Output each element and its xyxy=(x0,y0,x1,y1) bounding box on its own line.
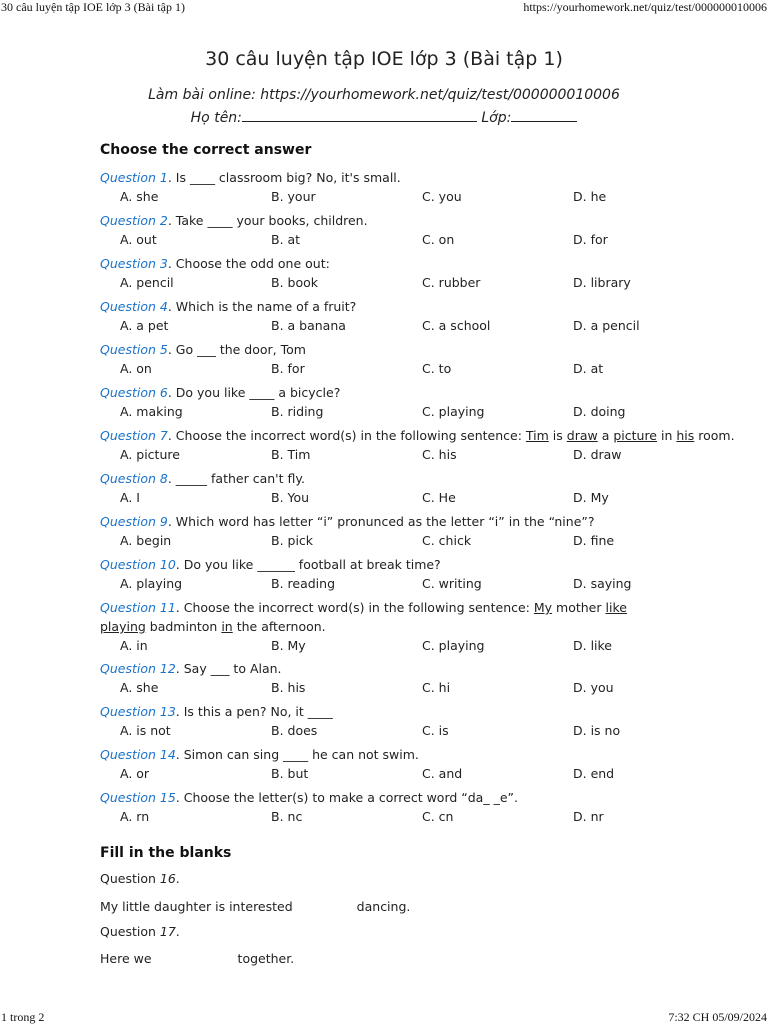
print-datetime: 7:32 CH 05/09/2024 xyxy=(668,1010,767,1024)
question-item xyxy=(100,469,720,507)
option-c: C. on xyxy=(422,232,455,247)
underlined-word: playing xyxy=(100,619,146,634)
fill-number: 16 xyxy=(159,871,176,886)
option-d: D. fine xyxy=(573,533,615,548)
fill-section-heading: Fill in the blanks xyxy=(100,845,232,861)
option-c: C. to xyxy=(422,361,452,376)
question-label: Question 11 xyxy=(100,600,176,615)
question-item xyxy=(100,168,720,206)
option-a: A. playing xyxy=(120,576,183,591)
question-item xyxy=(100,598,655,655)
question-text: . Simon can sing ____ he can not swim. xyxy=(175,747,419,762)
option-a: A. is not xyxy=(120,723,171,738)
question-item xyxy=(100,659,720,697)
fill-question-label xyxy=(100,869,180,888)
option-d: D. like xyxy=(573,638,613,653)
question-text: . Go ___ the door, Tom xyxy=(167,342,306,357)
option-b: B. for xyxy=(271,361,305,376)
online-label: Làm bài online: xyxy=(148,87,261,103)
option-b: B. My xyxy=(271,638,306,653)
option-d: D. draw xyxy=(573,447,622,462)
question-text: . Is this a pen? No, it ____ xyxy=(175,704,333,719)
fill-sentence xyxy=(100,949,294,968)
question-text: badminton xyxy=(145,619,222,634)
option-a: A. rn xyxy=(120,809,150,824)
question-text: . Choose the incorrect word(s) in the following sentence: xyxy=(167,428,526,443)
option-b: B. does xyxy=(271,723,318,738)
underlined-word: in xyxy=(221,619,233,634)
option-d: D. is no xyxy=(573,723,621,738)
option-a: A. making xyxy=(120,404,183,419)
question-label: Question 2 xyxy=(100,213,168,228)
option-a: A. out xyxy=(120,232,157,247)
option-c: C. hi xyxy=(422,680,451,695)
option-c: C. chick xyxy=(422,533,472,548)
option-c: C. and xyxy=(422,766,463,781)
question-text: the afternoon. xyxy=(232,619,326,634)
option-a: A. begin xyxy=(120,533,172,548)
option-a: A. pencil xyxy=(120,275,174,290)
option-a: A. picture xyxy=(120,447,180,462)
option-b: B. You xyxy=(271,490,310,505)
question-text: . Choose the incorrect word(s) in the following sentence: xyxy=(175,600,534,615)
option-c: C. writing xyxy=(422,576,482,591)
option-c: C. a school xyxy=(422,318,491,333)
online-info xyxy=(0,85,768,105)
question-label: Question 12 xyxy=(100,661,176,676)
option-d: D. he xyxy=(573,189,607,204)
question-text: . Say ___ to Alan. xyxy=(175,661,282,676)
page-count: 1 trong 2 xyxy=(1,1010,45,1024)
print-footer xyxy=(0,1010,768,1024)
option-b: B. Tim xyxy=(271,447,311,462)
question-text: in xyxy=(657,428,677,443)
student-info xyxy=(0,107,768,128)
question-text: is xyxy=(548,428,567,443)
option-b: B. a banana xyxy=(271,318,346,333)
option-d: D. at xyxy=(573,361,604,376)
name-blank xyxy=(242,107,477,122)
question-item xyxy=(100,426,735,464)
option-c: C. rubber xyxy=(422,275,481,290)
underlined-word: My xyxy=(533,600,553,615)
option-a: A. a pet xyxy=(120,318,169,333)
fill-label-prefix: Question xyxy=(100,871,160,886)
mcq-section-heading: Choose the correct answer xyxy=(100,142,312,158)
option-c: C. playing xyxy=(422,404,485,419)
option-c: C. his xyxy=(422,447,457,462)
option-d: D. saying xyxy=(573,576,632,591)
option-c: C. is xyxy=(422,723,449,738)
print-header xyxy=(0,0,768,15)
option-a: A. on xyxy=(120,361,152,376)
class-blank xyxy=(511,107,577,122)
question-label: Question 6 xyxy=(100,385,168,400)
fill-number: 17 xyxy=(159,924,176,939)
fill-before: My little daughter is interested xyxy=(100,899,293,914)
option-d: D. end xyxy=(573,766,615,781)
question-label: Question 5 xyxy=(100,342,168,357)
option-c: C. playing xyxy=(422,638,485,653)
question-label: Question 3 xyxy=(100,256,168,271)
question-text: . Do you like ______ football at break time? xyxy=(175,557,441,572)
question-label: Question 14 xyxy=(100,747,176,762)
option-a: A. she xyxy=(120,680,159,695)
option-b: B. his xyxy=(271,680,306,695)
question-text: . Which is the name of a fruit? xyxy=(167,299,357,314)
question-label: Question 10 xyxy=(100,557,176,572)
underlined-word: like xyxy=(605,600,627,615)
question-text: . Take ____ your books, children. xyxy=(167,213,368,228)
question-label: Question 1 xyxy=(100,170,168,185)
fill-label-prefix: Question xyxy=(100,924,160,939)
underlined-word: his xyxy=(676,428,695,443)
option-d: D. nr xyxy=(573,809,604,824)
class-label: Lớp: xyxy=(481,110,512,126)
page-title: 30 câu luyện tập IOE lớp 3 (Bài tập 1) xyxy=(205,48,563,70)
question-label: Question 4 xyxy=(100,299,168,314)
underlined-word: picture xyxy=(613,428,658,443)
question-text: room. xyxy=(694,428,735,443)
question-item xyxy=(100,702,720,740)
option-c: C. He xyxy=(422,490,456,505)
question-item xyxy=(100,512,720,550)
option-a: A. she xyxy=(120,189,159,204)
option-b: B. book xyxy=(271,275,318,290)
print-header-url: https://yourhomework.net/quiz/test/000000010006 xyxy=(523,0,767,14)
option-b: B. riding xyxy=(271,404,324,419)
option-b: B. nc xyxy=(271,809,303,824)
print-header-title: 30 câu luyện tập IOE lớp 3 (Bài tập 1) xyxy=(1,0,185,14)
question-text: a xyxy=(597,428,614,443)
fill-suffix: . xyxy=(175,924,180,939)
question-item xyxy=(100,555,720,593)
question-item xyxy=(100,383,720,421)
option-d: D. for xyxy=(573,232,608,247)
question-text: . Choose the odd one out: xyxy=(167,256,330,271)
question-item xyxy=(100,340,720,378)
question-item xyxy=(100,254,720,292)
underlined-word: Tim xyxy=(525,428,549,443)
fill-before: Here we xyxy=(100,951,152,966)
fill-question-label xyxy=(100,922,180,941)
name-label: Họ tên: xyxy=(190,110,242,126)
fill-after: dancing. xyxy=(356,899,411,914)
question-item xyxy=(100,297,720,335)
underlined-word: draw xyxy=(566,428,598,443)
fill-sentence xyxy=(100,897,410,916)
question-item xyxy=(100,745,720,783)
option-b: B. reading xyxy=(271,576,336,591)
option-a: A. in xyxy=(120,638,148,653)
question-text: . Is ____ classroom big? No, it's small. xyxy=(167,170,401,185)
option-b: B. your xyxy=(271,189,316,204)
option-a: A. I xyxy=(120,490,140,505)
option-c: C. you xyxy=(422,189,462,204)
option-b: B. at xyxy=(271,232,301,247)
question-text: . Do you like ____ a bicycle? xyxy=(167,385,341,400)
option-b: B. but xyxy=(271,766,309,781)
option-d: D. doing xyxy=(573,404,626,419)
option-d: D. you xyxy=(573,680,614,695)
question-label: Question 8 xyxy=(100,471,168,486)
online-link[interactable]: https://yourhomework.net/quiz/test/000000010006 xyxy=(260,87,620,103)
question-label: Question 15 xyxy=(100,790,176,805)
question-label: Question 7 xyxy=(100,428,168,443)
option-d: D. My xyxy=(573,490,609,505)
question-label: Question 13 xyxy=(100,704,176,719)
question-text: . Choose the letter(s) to make a correct word “da_ _e”. xyxy=(175,790,518,805)
question-label: Question 9 xyxy=(100,514,168,529)
question-text: mother xyxy=(552,600,606,615)
question-item xyxy=(100,788,720,826)
option-a: A. or xyxy=(120,766,150,781)
option-d: D. a pencil xyxy=(573,318,640,333)
option-b: B. pick xyxy=(271,533,314,548)
question-text: . Which word has letter “i” pronunced as the letter “i” in the “nine”? xyxy=(167,514,595,529)
question-item xyxy=(100,211,720,249)
option-c: C. cn xyxy=(422,809,454,824)
option-d: D. library xyxy=(573,275,631,290)
fill-suffix: . xyxy=(175,871,180,886)
fill-after: together. xyxy=(237,951,295,966)
question-text: . _____ father can't fly. xyxy=(167,471,305,486)
